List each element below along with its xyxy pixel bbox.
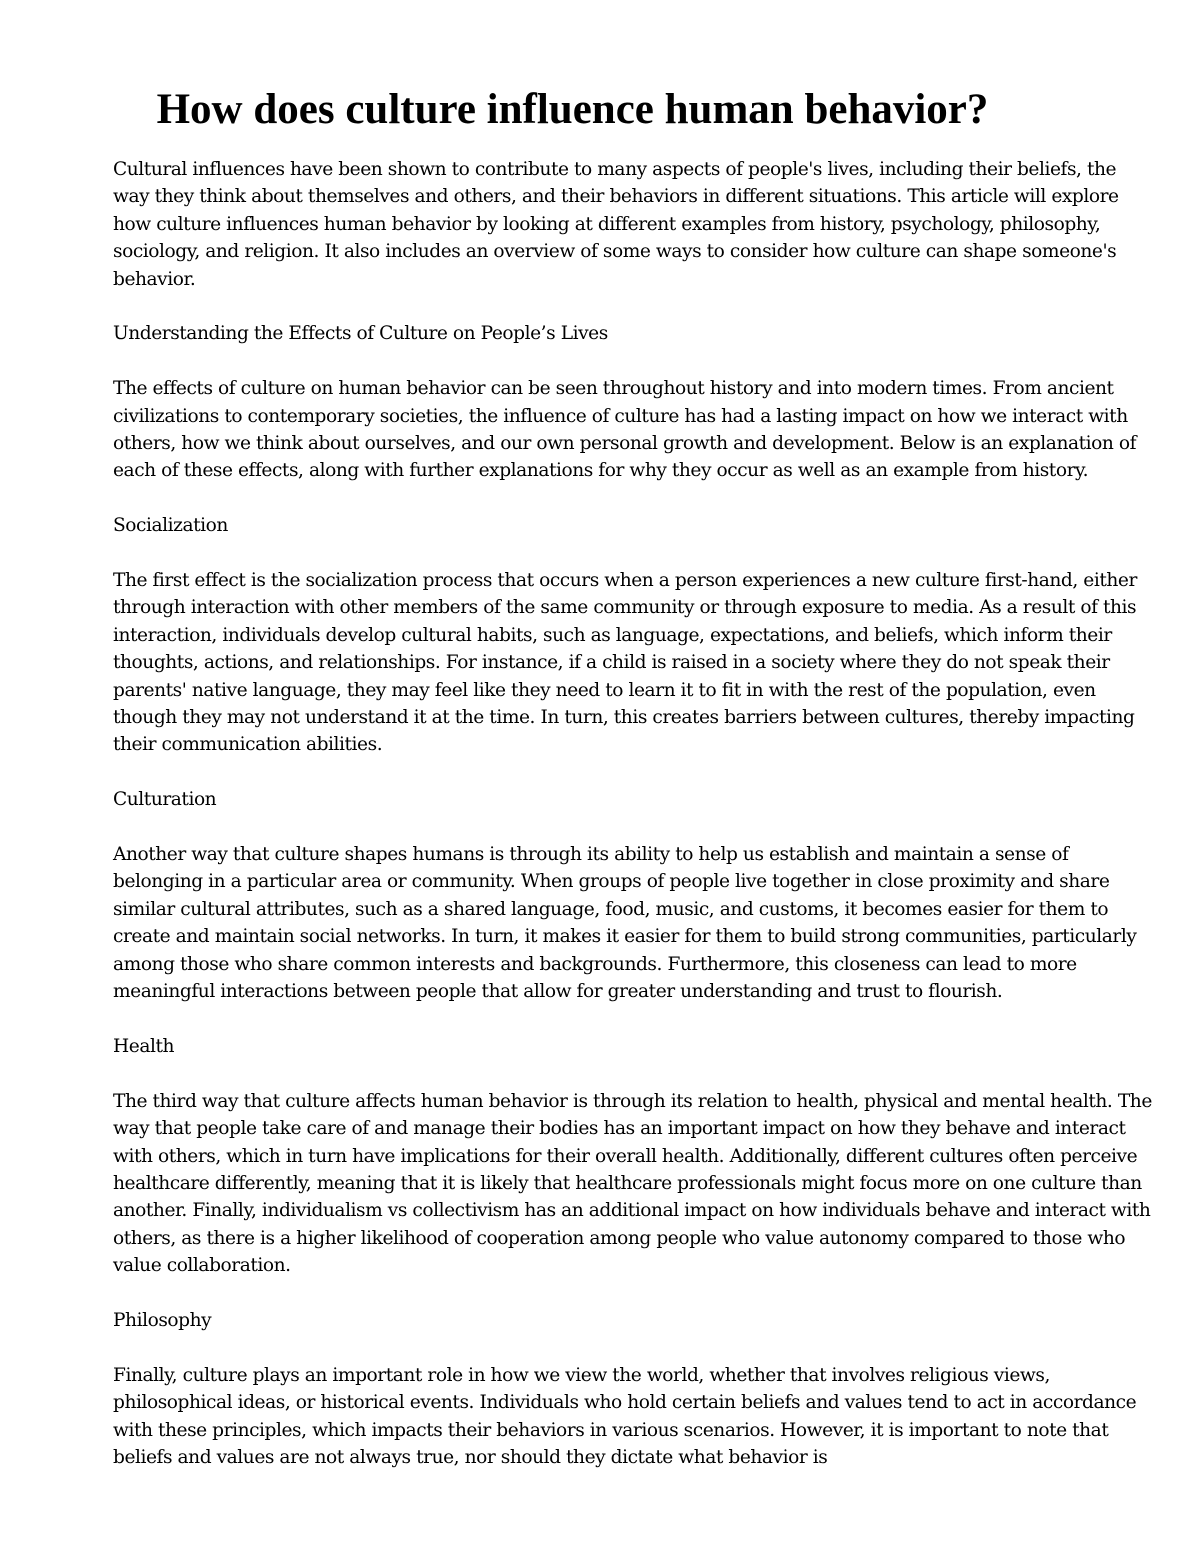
culturation-paragraph: Another way that culture shapes humans is through its ability to help us establish and maintain a sense of belonging in a particular area or community. When groups of people live together in close proximity and share similar cultural attributes, such as a shared language, food, music, and customs, it becomes easier for them to create and maintain social networks. In turn, it makes it easier for them to build strong communities, particularly among those who share common interests and backgrounds. Furthermore, this closeness can lead to more meaningful interactions between people that allow for greater understanding and trust to flourish. — [113, 844, 1137, 1003]
section-heading-effects: Understanding the Effects of Culture on People’s Lives — [113, 323, 608, 345]
intro-paragraph: Cultural influences have been shown to contribute to many aspects of people's lives, including their beliefs, the way they think about themselves and others, and their behaviors in different situations. This article will explore how culture influences human behavior by looking at different examples from history, psychology, philosophy, sociology, and religion. It also includes an overview of some ways to consider how culture can shape someone's behavior. — [113, 159, 1119, 290]
socialization-paragraph: The first effect is the socialization process that occurs when a person experiences a new culture first-hand, either through interaction with other members of the same community or through exposure to media. As a result of this interaction, individuals develop cultural habits, such as language, expectations, and beliefs, which inform their thoughts, actions, and relationships. For instance, if a child is raised in a society where they do not speak their parents' native language, they may feel like they need to learn it to fit in with the rest of the population, even though they may not understand it at the time. In turn, this creates barriers between cultures, thereby impacting their communication abilities. — [113, 570, 1137, 756]
health-paragraph: The third way that culture affects human behavior is through its relation to health, physical and mental health. The way that people take care of and manage their bodies has an important impact on how they behave and interact with others, which in turn have implications for their overall health. Additionally, different cultures often perceive healthcare differently, meaning that it is likely that healthcare professionals might focus more on one culture than another. Finally, individualism vs collectivism has an additional impact on how individuals behave and interact with others, as there is a higher likelihood of cooperation among people who value autonomy compared to those who value collaboration. — [113, 1090, 1152, 1277]
effects-paragraph: The effects of culture on human behavior can be seen throughout history and into modern times. From ancient civilizations to contemporary societies, the influence of culture has had a lasting impact on how we interact with others, how we think about ourselves, and our own personal growth and development. Below is an explanation of each of these effects, along with further explanations for why they occur as well as an example from history. — [113, 378, 1137, 482]
section-heading-philosophy: Philosophy — [113, 1309, 212, 1331]
section-heading-health: Health — [113, 1035, 174, 1057]
document-title: How does culture influence human behavior? — [156, 86, 989, 133]
section-heading-culturation: Culturation — [113, 789, 217, 811]
philosophy-paragraph: Finally, culture plays an important role in how we view the world, whether that involves religious views, philosophical ideas, or historical events. Individuals who hold certain beliefs and values tend to act in accordance with these principles, which impacts their behaviors in various scenarios. However, it is important to note that beliefs and values are not always true, nor should they dictate what behavior is — [113, 1364, 1137, 1468]
section-heading-socialization: Socialization — [113, 515, 228, 537]
